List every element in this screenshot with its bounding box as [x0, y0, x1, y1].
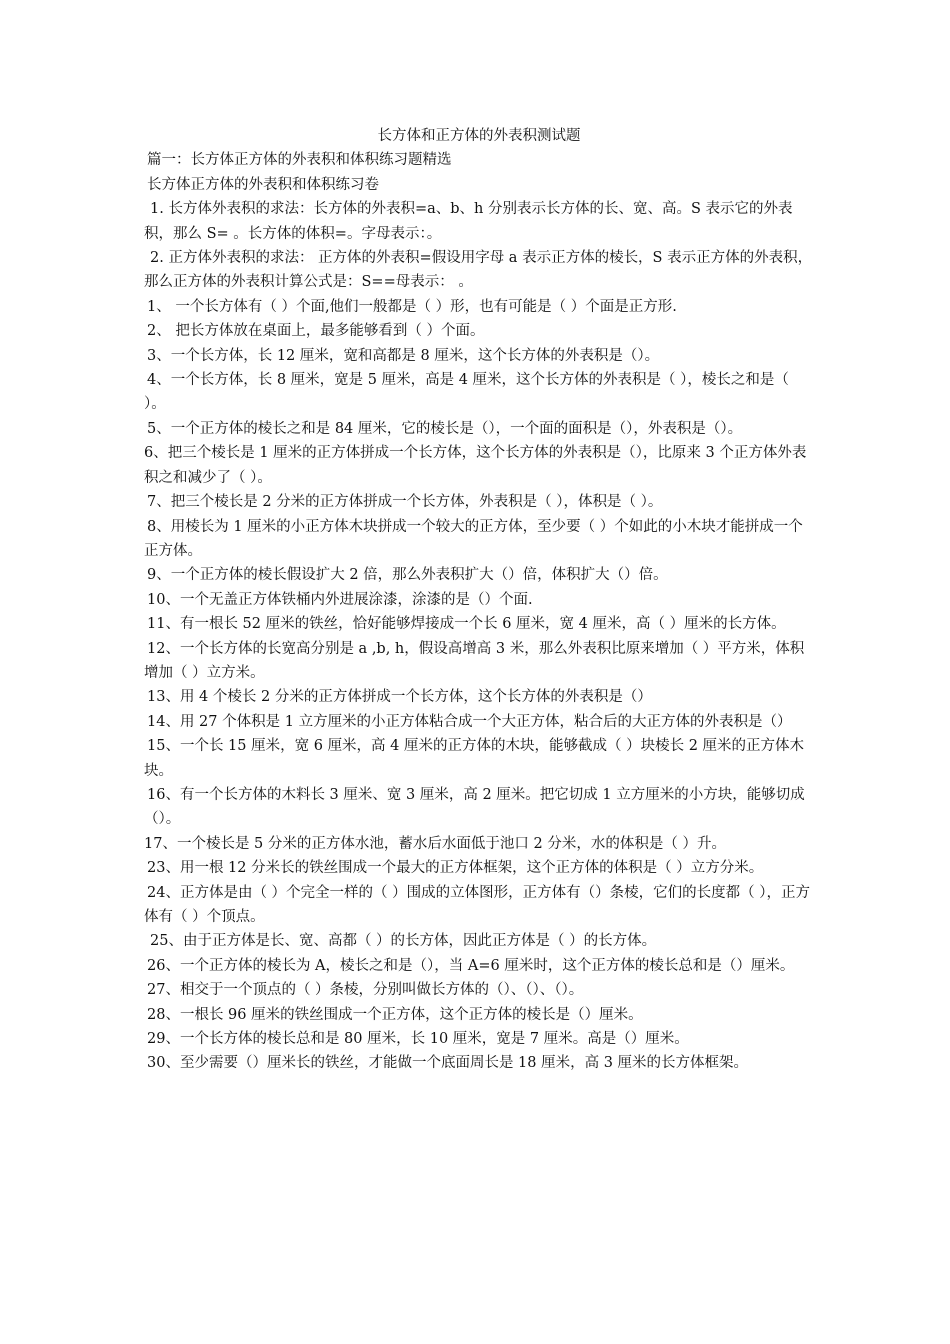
question-23: 23、用一根 12 分米长的铁丝围成一个最大的正方体框架，这个正方体的体积是（ ）立方分米。 [147, 860, 764, 877]
question-5: 5、一个正方体的棱长之和是 84 厘米，它的棱长是（），一个面的面积是（），外表积是（）。 [147, 420, 743, 437]
question-9: 9、一个正方体的棱长假设扩大 2 倍，那么外表积扩大（）倍，体积扩大（）倍。 [147, 567, 668, 584]
question-28: 28、一根长 96 厘米的铁丝围成一个正方体，这个正方体的棱长是（）厘米。 [147, 1006, 643, 1023]
document-title: 长方体和正方体的外表积测试题 [377, 128, 581, 144]
question-17: 17、一个棱长是 5 分米的正方体水池，蓄水后水面低于池口 2 分米，水的体积是（ ）升。 [144, 835, 726, 852]
question-16: 16、有一个长方体的木料长 3 厘米、宽 3 厘米，高 2 厘米。把它切成 1 立方厘米的小方块，能够切成（）。 [144, 786, 805, 828]
question-4: 4、一个长方体，长 8 厘米，宽是 5 厘米，高是 4 厘米，这个长方体的外表积是（ ），棱长之和是（ ）。 [144, 372, 789, 413]
text-line-exercise-title: 长方体正方体的外表积和体积练习卷 [147, 176, 379, 193]
question-14: 14、用 27 个体积是 1 立方厘米的小正方体粘合成一个大正方体，粘合后的大正方体的外表积是（） [147, 713, 792, 730]
text-line-cube-area-method: 2. 正方体外表积的求法： 正方体的外表积=假设用字母 a 表示正方体的棱长，S 表示正方体的外表积，那么正方体的外表积计算公式是：S==母表示： 。 [144, 250, 813, 291]
question-29: 29、一个长方体的棱长总和是 80 厘米，长 10 厘米，宽是 7 厘米。高是（）厘米。 [147, 1031, 689, 1048]
question-13: 13、用 4 个棱长 2 分米的正方体拼成一个长方体，这个长方体的外表积是（） [147, 689, 652, 706]
question-2: 2、 把长方体放在桌面上，最多能够看到（ ）个面。 [147, 323, 485, 340]
text-line-section-heading: 篇一：长方体正方体的外表积和体积练习题精选 [147, 152, 452, 169]
question-12: 12、一个长方体的长宽高分别是 a ,b, h，假设高增高 3 米，那么外表积比原来增加（ ）平方米，体积增加（ ）立方米。 [144, 640, 805, 681]
question-10: 10、一个无盖正方体铁桶内外进展涂漆，涂漆的是（）个面. [147, 591, 533, 608]
question-3: 3、一个长方体，长 12 厘米，宽和高都是 8 厘米，这个长方体的外表积是（）。 [147, 347, 660, 364]
question-15: 15、一个长 15 厘米，宽 6 厘米，高 4 厘米的正方体的木块，能够截成（ ）块棱长 2 厘米的正方体木块。 [144, 738, 805, 779]
document-page [144, 124, 814, 1076]
question-25: 25、由于正方体是长、宽、高都（ ）的长方体，因此正方体是（ ）的长方体。 [150, 933, 657, 950]
question-26: 26、一个正方体的棱长为 A，棱长之和是（），当 A=6 厘米时，这个正方体的棱长总和是（）厘米。 [147, 957, 795, 974]
question-1: 1、 一个长方体有（ ）个面,他们一般都是（ ）形，也有可能是（ ）个面是正方形. [147, 298, 677, 315]
question-27: 27、相交于一个顶点的（ ）条棱，分别叫做长方体的（）、（）、（）。 [147, 982, 584, 999]
question-7: 7、把三个棱长是 2 分米的正方体拼成一个长方体，外表积是（ ），体积是（ ）。 [147, 494, 663, 511]
question-11: 11、有一根长 52 厘米的铁丝，恰好能够焊接成一个长 6 厘米，宽 4 厘米，高（ ）厘米的长方体。 [147, 616, 786, 633]
question-24: 24、正方体是由（ ）个完全一样的（ ）围成的立体图形，正方体有（）条棱，它们的长度都（ ），正方体有（ ）个顶点。 [144, 884, 811, 925]
question-8: 8、用棱长为 1 厘米的小正方体木块拼成一个较大的正方体，至少要（ ）个如此的小木块才能拼成一个正方体。 [144, 518, 803, 559]
question-30: 30、至少需要（）厘米长的铁丝，才能做一个底面周长是 18 厘米，高 3 厘米的长方体框架。 [147, 1055, 749, 1072]
question-6: 6、把三个棱长是 1 厘米的正方体拼成一个长方体，这个长方体的外表积是（），比原来 3 个正方体外表积之和减少了（ ）。 [144, 445, 807, 486]
text-line-cuboid-area-method: 1. 长方体外表积的求法：长方体的外表积=a、b、h 分别表示长方体的长、宽、高。S 表示它的外表积，那么 S= 。长方体的体积=。字母表示：。 [144, 201, 793, 242]
